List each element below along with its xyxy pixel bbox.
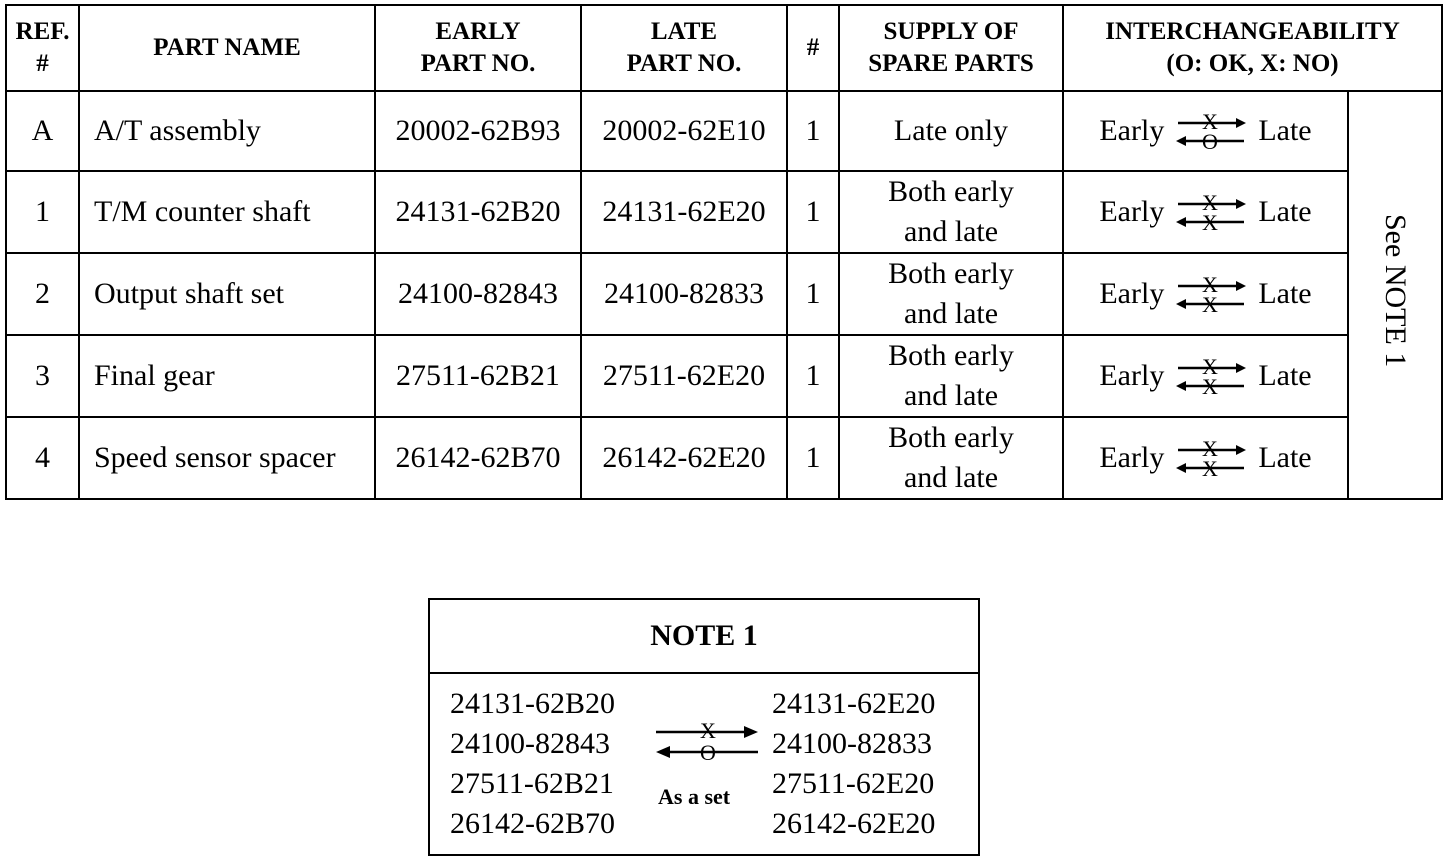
- note-late-part: 24100-82833: [772, 727, 932, 760]
- interchange-arrows-icon: [1174, 190, 1248, 234]
- note-late-part: 26142-62E20: [772, 807, 936, 840]
- note-late-parts: [772, 684, 935, 844]
- late-part-cell: 24131-62E20: [581, 171, 787, 253]
- qty-cell: 1: [787, 335, 839, 417]
- part-name-cell: Speed sensor spacer: [79, 417, 375, 499]
- early-label: Early: [1099, 277, 1165, 310]
- table-row: [6, 335, 1442, 417]
- forward-mark: X: [1202, 190, 1219, 215]
- early-part-cell: 27511-62B21: [375, 335, 581, 417]
- late-label: Late: [1258, 441, 1312, 474]
- ref-cell: 2: [6, 253, 79, 335]
- qty-cell: 1: [787, 91, 839, 171]
- supply-line: and late: [903, 215, 999, 248]
- back-mark: X: [1202, 210, 1219, 234]
- part-name-header: PART NAME: [79, 5, 375, 91]
- note-late-part: 27511-62E20: [772, 767, 935, 800]
- note-late-part: 24131-62E20: [772, 687, 936, 720]
- qty-cell: 1: [787, 417, 839, 499]
- supply-line: Both early: [888, 257, 1014, 290]
- ref-cell: 3: [6, 335, 79, 417]
- part-name-cell: Output shaft set: [79, 253, 375, 335]
- as-set-label: As a set: [658, 784, 731, 809]
- interchange-cell: [1063, 253, 1348, 335]
- interchange-arrows-icon: [1174, 436, 1248, 480]
- early-label: Early: [1099, 441, 1165, 474]
- forward-mark: X: [1202, 272, 1219, 297]
- note-early-part: 27511-62B21: [450, 767, 614, 800]
- note-early-part: 24131-62B20: [450, 687, 615, 720]
- supply-line: Both early: [888, 421, 1014, 454]
- early-part-header: EARLY PART NO.: [375, 5, 581, 91]
- supply-cell: [839, 417, 1063, 499]
- supply-cell: [839, 91, 1063, 171]
- back-mark: O: [1202, 129, 1219, 153]
- table-row: [6, 417, 1442, 499]
- early-label: Early: [1099, 359, 1165, 392]
- early-part-cell: 24131-62B20: [375, 171, 581, 253]
- early-label: Early: [1099, 114, 1165, 147]
- interchange-cell: [1063, 171, 1348, 253]
- interchange-cell: [1063, 335, 1348, 417]
- back-mark: X: [1202, 374, 1219, 398]
- supply-line: and late: [903, 461, 999, 494]
- early-part-cell: 20002-62B93: [375, 91, 581, 171]
- supply-line: and late: [903, 379, 999, 412]
- qty-cell: 1: [787, 171, 839, 253]
- interchange-arrows-icon: [1174, 354, 1248, 398]
- supply-header: SUPPLY OF SPARE PARTS: [839, 5, 1063, 91]
- supply-cell: [839, 253, 1063, 335]
- late-part-header: LATE PART NO.: [581, 5, 787, 91]
- supply-line: Late only: [893, 114, 1009, 147]
- see-note-label: See NOTE 1: [1379, 214, 1412, 368]
- ref-header: REF. #: [6, 5, 79, 91]
- ref-cell: 1: [6, 171, 79, 253]
- qty-header: #: [787, 5, 839, 91]
- note-early-parts: [450, 684, 615, 844]
- supply-line: Both early: [888, 339, 1014, 372]
- interchange-arrows-icon: [1174, 272, 1248, 316]
- back-mark: X: [1202, 456, 1219, 480]
- supply-cell: [839, 171, 1063, 253]
- note-back-mark: O: [700, 740, 716, 765]
- note-early-part: 24100-82843: [450, 727, 610, 760]
- interchange-cell: [1063, 91, 1348, 171]
- back-mark: X: [1202, 292, 1219, 316]
- late-part-cell: 24100-82833: [581, 253, 787, 335]
- late-label: Late: [1258, 277, 1312, 310]
- note-early-part: 26142-62B70: [450, 807, 615, 840]
- note-title: NOTE 1: [430, 600, 978, 674]
- early-label: Early: [1099, 195, 1165, 228]
- supply-line: Both early: [888, 175, 1014, 208]
- forward-mark: X: [1202, 109, 1219, 134]
- early-part-cell: 26142-62B70: [375, 417, 581, 499]
- early-part-cell: 24100-82843: [375, 253, 581, 335]
- late-label: Late: [1258, 195, 1312, 228]
- note-box: [428, 598, 980, 856]
- interchange-arrows-icon: [1174, 109, 1248, 153]
- qty-cell: 1: [787, 253, 839, 335]
- late-part-cell: 20002-62E10: [581, 91, 787, 171]
- supply-cell: [839, 335, 1063, 417]
- table-row: [6, 91, 1442, 171]
- interchange-cell: [1063, 417, 1348, 499]
- part-name-cell: T/M counter shaft: [79, 171, 375, 253]
- late-label: Late: [1258, 359, 1312, 392]
- late-label: Late: [1258, 114, 1312, 147]
- see-note-cell: [1348, 91, 1442, 499]
- interchangeability-header: INTERCHANGEABILITY (O: OK, X: NO): [1063, 5, 1442, 91]
- part-name-cell: Final gear: [79, 335, 375, 417]
- late-part-cell: 27511-62E20: [581, 335, 787, 417]
- ref-cell: A: [6, 91, 79, 171]
- late-part-cell: 26142-62E20: [581, 417, 787, 499]
- forward-mark: X: [1202, 436, 1219, 461]
- supply-line: and late: [903, 297, 999, 330]
- table-row: [6, 253, 1442, 335]
- note-interchange-arrows: [652, 718, 762, 771]
- header-row: [6, 5, 1442, 91]
- forward-mark: X: [1202, 354, 1219, 379]
- ref-cell: 4: [6, 417, 79, 499]
- note-forward-mark: X: [700, 718, 716, 743]
- parts-table: [5, 4, 1443, 500]
- part-name-cell: A/T assembly: [79, 91, 375, 171]
- table-row: [6, 171, 1442, 253]
